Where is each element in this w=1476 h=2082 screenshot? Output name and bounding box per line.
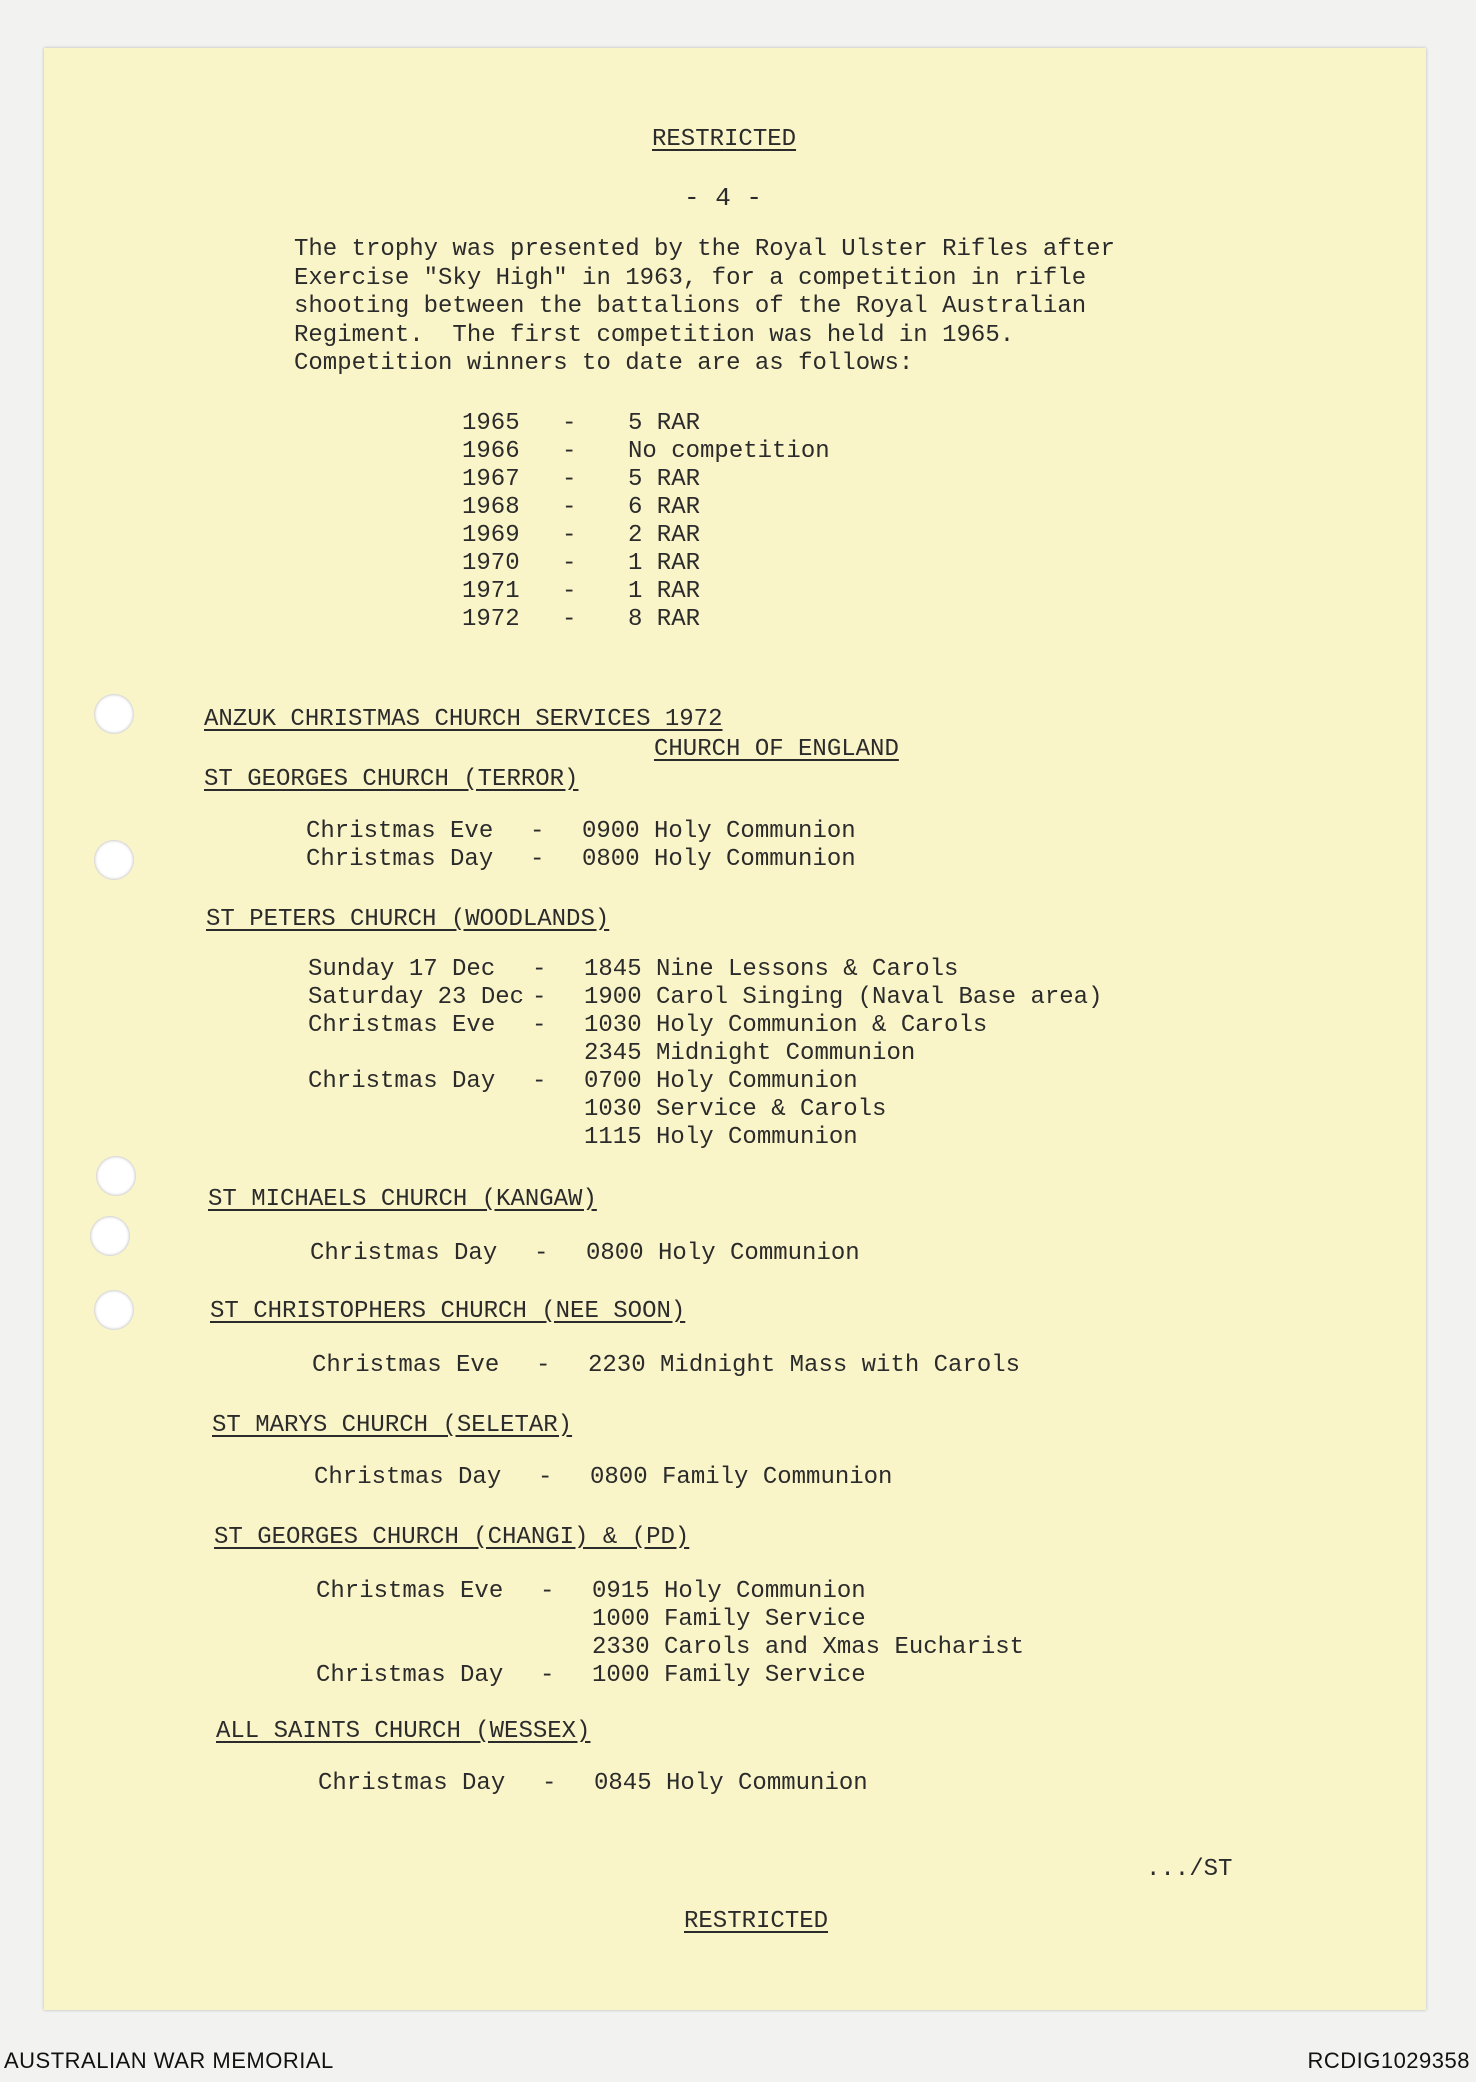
church-heading: ST GEORGES CHURCH (TERROR) (204, 766, 579, 793)
paragraph-line: Competition winners to date are as follows: (294, 350, 914, 377)
service-day: Christmas Day (306, 846, 494, 873)
intro-paragraph (294, 236, 1134, 379)
service-time: 1115 Holy Communion (584, 1124, 858, 1151)
service-time: 0915 Holy Communion (592, 1578, 866, 1605)
service-day: Christmas Eve (316, 1578, 504, 1605)
service-time: 0800 Holy Communion (582, 846, 856, 873)
winner-dash: - (562, 550, 577, 577)
service-dash: - (532, 1068, 547, 1095)
winners-list (462, 410, 862, 634)
winner-dash: - (562, 494, 577, 521)
continuation-marker: .../ST (1146, 1856, 1233, 1883)
service-time: 2330 Carols and Xmas Eucharist (592, 1634, 1025, 1661)
church-heading: ALL SAINTS CHURCH (WESSEX) (216, 1718, 591, 1745)
service-dash: - (532, 984, 547, 1011)
winner-battalion: 1 RAR (628, 578, 701, 605)
classification-bottom: RESTRICTED (684, 1908, 829, 1935)
service-dash: - (538, 1464, 553, 1491)
winner-battalion: No competition (628, 438, 830, 465)
winner-year: 1965 (462, 410, 520, 437)
punch-hole (90, 1216, 130, 1256)
paragraph-line: shooting between the battalions of the Royal Australian (294, 293, 1087, 320)
winner-dash: - (562, 410, 577, 437)
winner-year: 1970 (462, 550, 520, 577)
paragraph-line: Exercise "Sky High" in 1963, for a competition in rifle (294, 264, 1087, 292)
punch-hole (96, 1156, 136, 1196)
winner-year: 1971 (462, 578, 520, 605)
classification-top: RESTRICTED (652, 126, 797, 153)
service-day: Christmas Day (318, 1770, 506, 1797)
service-time: 1000 Family Service (592, 1662, 866, 1689)
winner-row (462, 466, 862, 494)
service-day: Christmas Day (308, 1068, 496, 1095)
service-dash: - (540, 1662, 555, 1689)
winner-battalion: 2 RAR (628, 522, 701, 549)
church-heading: ST PETERS CHURCH (WOODLANDS) (206, 906, 610, 933)
services-heading: ANZUK CHRISTMAS CHURCH SERVICES 1972 (204, 706, 723, 733)
service-time: 2230 Midnight Mass with Carols (588, 1352, 1021, 1379)
service-dash: - (536, 1352, 551, 1379)
winner-battalion: 6 RAR (628, 494, 701, 521)
service-time: 1900 Carol Singing (Naval Base area) (584, 984, 1103, 1011)
winner-dash: - (562, 438, 577, 465)
punch-hole (94, 694, 134, 734)
winner-battalion: 5 RAR (628, 466, 701, 493)
service-day: Christmas Day (314, 1464, 502, 1491)
denomination-heading: CHURCH OF ENGLAND (654, 736, 899, 763)
service-time: 0800 Family Communion (590, 1464, 893, 1491)
church-heading: ST CHRISTOPHERS CHURCH (NEE SOON) (210, 1298, 686, 1325)
service-dash: - (532, 1012, 547, 1039)
service-time: 0900 Holy Communion (582, 818, 856, 845)
service-dash: - (542, 1770, 557, 1797)
service-dash: - (540, 1578, 555, 1605)
winner-battalion: 8 RAR (628, 606, 701, 633)
paragraph-line: Regiment. The first competition was held in 1965. (294, 321, 1015, 349)
service-day: Sunday 17 Dec (308, 956, 496, 983)
winner-year: 1968 (462, 494, 520, 521)
service-day: Christmas Day (310, 1240, 498, 1267)
winner-row (462, 578, 862, 606)
service-dash: - (534, 1240, 549, 1267)
winner-dash: - (562, 466, 577, 493)
winner-row (462, 606, 862, 634)
service-time: 0800 Holy Communion (586, 1240, 860, 1267)
service-time: 0845 Holy Communion (594, 1770, 868, 1797)
church-heading: ST MICHAELS CHURCH (KANGAW) (208, 1186, 597, 1213)
page-number: - 4 - (684, 183, 763, 213)
winner-year: 1972 (462, 606, 520, 633)
winner-dash: - (562, 606, 577, 633)
service-dash: - (530, 846, 545, 873)
winner-dash: - (562, 578, 577, 605)
punch-hole (94, 840, 134, 880)
service-dash: - (532, 956, 547, 983)
winner-year: 1967 (462, 466, 520, 493)
service-time: 1000 Family Service (592, 1606, 866, 1633)
footer-left: AUSTRALIAN WAR MEMORIAL (4, 2048, 334, 2073)
service-day: Christmas Eve (312, 1352, 500, 1379)
winner-dash: - (562, 522, 577, 549)
winner-row (462, 550, 862, 578)
winner-year: 1969 (462, 522, 520, 549)
service-time: 1030 Service & Carols (584, 1096, 887, 1123)
church-heading: ST GEORGES CHURCH (CHANGI) & (PD) (214, 1524, 690, 1551)
footer-right: RCDIG1029358 (1307, 2048, 1470, 2073)
service-day: Christmas Eve (306, 818, 494, 845)
winner-row (462, 410, 862, 438)
service-time: 2345 Midnight Communion (584, 1040, 916, 1067)
winner-year: 1966 (462, 438, 520, 465)
service-day: Christmas Eve (308, 1012, 496, 1039)
punch-hole (94, 1290, 134, 1330)
winner-row (462, 438, 862, 466)
service-day: Saturday 23 Dec (308, 984, 525, 1011)
winner-battalion: 1 RAR (628, 550, 701, 577)
service-time: 1845 Nine Lessons & Carols (584, 956, 959, 983)
service-day: Christmas Day (316, 1662, 504, 1689)
service-dash: - (530, 818, 545, 845)
winner-battalion: 5 RAR (628, 410, 701, 437)
winner-row (462, 494, 862, 522)
church-heading: ST MARYS CHURCH (SELETAR) (212, 1412, 573, 1439)
paragraph-line: The trophy was presented by the Royal Ulster Rifles after (294, 236, 1115, 263)
winner-row (462, 522, 862, 550)
service-time: 1030 Holy Communion & Carols (584, 1012, 988, 1039)
service-time: 0700 Holy Communion (584, 1068, 858, 1095)
